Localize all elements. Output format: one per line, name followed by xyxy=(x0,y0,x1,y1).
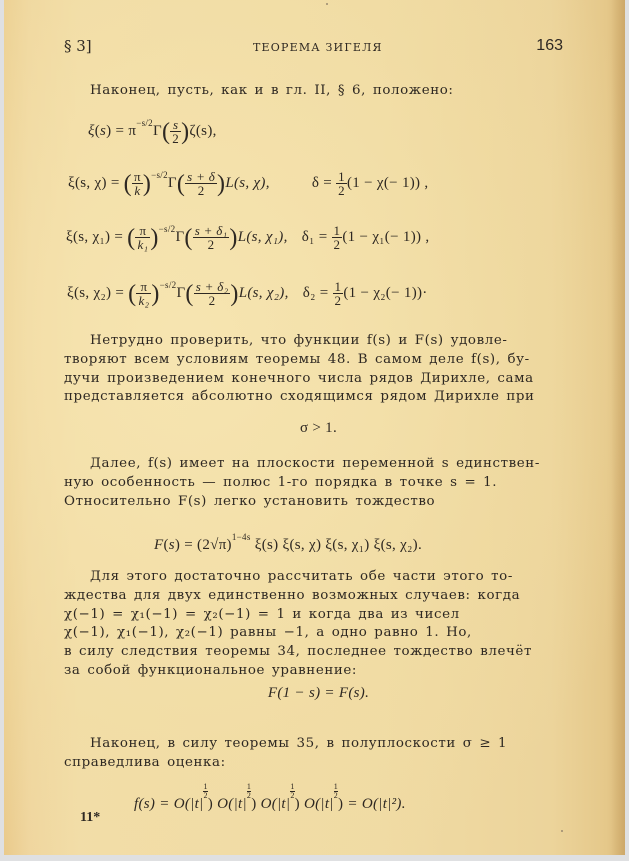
running-title: ТЕОРЕМА ЗИГЕЛЯ xyxy=(253,41,383,54)
equation-xi-chi1: ξ(s, χ₁) = ( $\frac{\pi}{\text{k₁}}$ )$^{-s/2}$Γ( $\frac{\text{s + δ₁}}{2}$ )L(s, χ₁), δ₁ = $\frac{1}{2}$ (1 − χ₁(− 1)) , xyxy=(66,223,430,253)
scan-speck xyxy=(561,830,563,832)
book-page xyxy=(4,0,625,855)
page-number: 163 xyxy=(536,37,563,54)
equation-xi-s: $\xi(s) = \pi^{-s/2}\Gamma$( $\frac{s}{2}$ )ζ(s), xyxy=(88,117,217,147)
equation-estimate: f(s) = O(|t| $\frac{1}{2}$) O(|t| $\frac{1}{2}$) O(|t| $\frac{1}{2}$) O(|t| $\frac{1}{2}) = O(|t|^2)$. xyxy=(134,782,406,812)
equation-xi-chi: ξ(s, χ) = ( $\frac{\pi}{k}$ )$^{-s/2}$Γ( $\frac{s + \delta}{2}$ )L(s, χ), δ = $\frac{1}{2}$ (1 − χ(− 1)) , xyxy=(68,169,429,199)
paragraph-estimate: Наконец, в силу теоремы 35, в полуплоскости σ ≥ 1 справедлива оценка: xyxy=(64,736,508,770)
equation-F-identity: $F(s) = (2√\pi)^{1-4s}$ ξ(s) ξ(s, χ) ξ(s, χ₁) ξ(s, χ₂). xyxy=(154,532,422,553)
paragraph-intro: Наконец, пусть, как и в гл. II, § 6, положено: xyxy=(90,83,454,98)
signature-mark: 11* xyxy=(80,810,101,825)
scan-speck xyxy=(326,3,328,5)
paragraph-two-cases: Для этого достаточно рассчитать обе части этого то- ждества для двух единственно возможных случаев: когда χ(−1) = χ₁(−1) = χ₂(−1) = 1 и когда два из чисел χ(−1), χ₁(−1), χ₂(−1) равны −1, а одно равно 1. Но, в силу следствия теоремы 34, последнее тождество влечёт за собой функциональное уравнение: xyxy=(64,569,532,678)
section-marker: § 3] xyxy=(64,37,92,55)
paragraph-singularity: Далее, f(s) имеет на плоскости переменной s единствен- ную особенность — полюс 1-го порядка в точке s = 1. Относительно F(s) легко установить тождество xyxy=(64,456,540,509)
equation-xi-chi2: ξ(s, χ₂) = ( $\frac{\pi}{\text{k₂}}$ )$^{-s/2}$Γ( $\frac{\text{s + δ₂}}{2}$ )L(s, χ₂), δ₂ = $\frac{1}{2}$ (1 − χ₂(− 1))· xyxy=(67,279,428,309)
equation-sigma-gt-1: σ > 1. xyxy=(299,420,338,436)
equation-functional: F(1 − s) = F(s). xyxy=(267,685,370,701)
paragraph-verify-conditions: Нетрудно проверить, что функции f(s) и F(s) удовле- творяют всем условиям теоремы 48. В самом деле f(s), бу- дучи произведением конечного числа рядов Дирихле, сама представляется абсолютно сходящимся рядом Дирихле при xyxy=(64,333,535,405)
